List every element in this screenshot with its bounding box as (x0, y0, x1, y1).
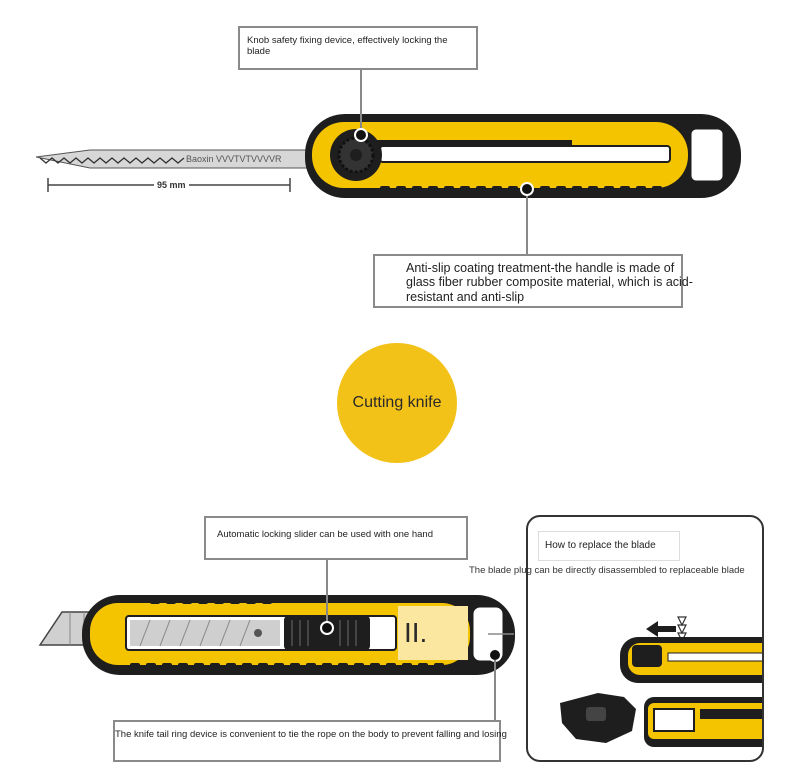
callout-tail-ring-text: The knife tail ring device is convenient to tie the rope on the body to prevent falling and losing (115, 729, 507, 740)
callout-tail-ring-line (494, 660, 496, 720)
callout-slider-text: Automatic locking slider can be used with one hand (217, 529, 433, 540)
callout-knob-text: Knob safety fixing device, effectively locking the blade (247, 35, 448, 57)
left-arrow-icon (646, 621, 676, 637)
replace-panel-title: How to replace the blade (545, 540, 656, 551)
callout-slider-line (326, 560, 328, 626)
top-blade-brand-text: Baoxin VVVTVTVVVVR (186, 154, 282, 164)
replace-blade-panel (526, 515, 764, 762)
bottom-slot-mark: II. (404, 617, 428, 648)
callout-tail-ring (113, 720, 507, 762)
callout-slider-dot (320, 621, 334, 635)
center-title: Cutting knife (352, 394, 442, 411)
top-dimension-text: 95 mm (154, 180, 189, 190)
callout-slider (204, 516, 468, 560)
callout-anti-slip-text: Anti-slip coating treatment-the handle is made of glass fiber rubber composite material, which is acid-resistant and anti-slip (406, 261, 693, 304)
replace-panel-illustration (528, 517, 764, 762)
replace-panel-description: The blade plug can be directly disassembled to replaceable blade (469, 565, 745, 576)
